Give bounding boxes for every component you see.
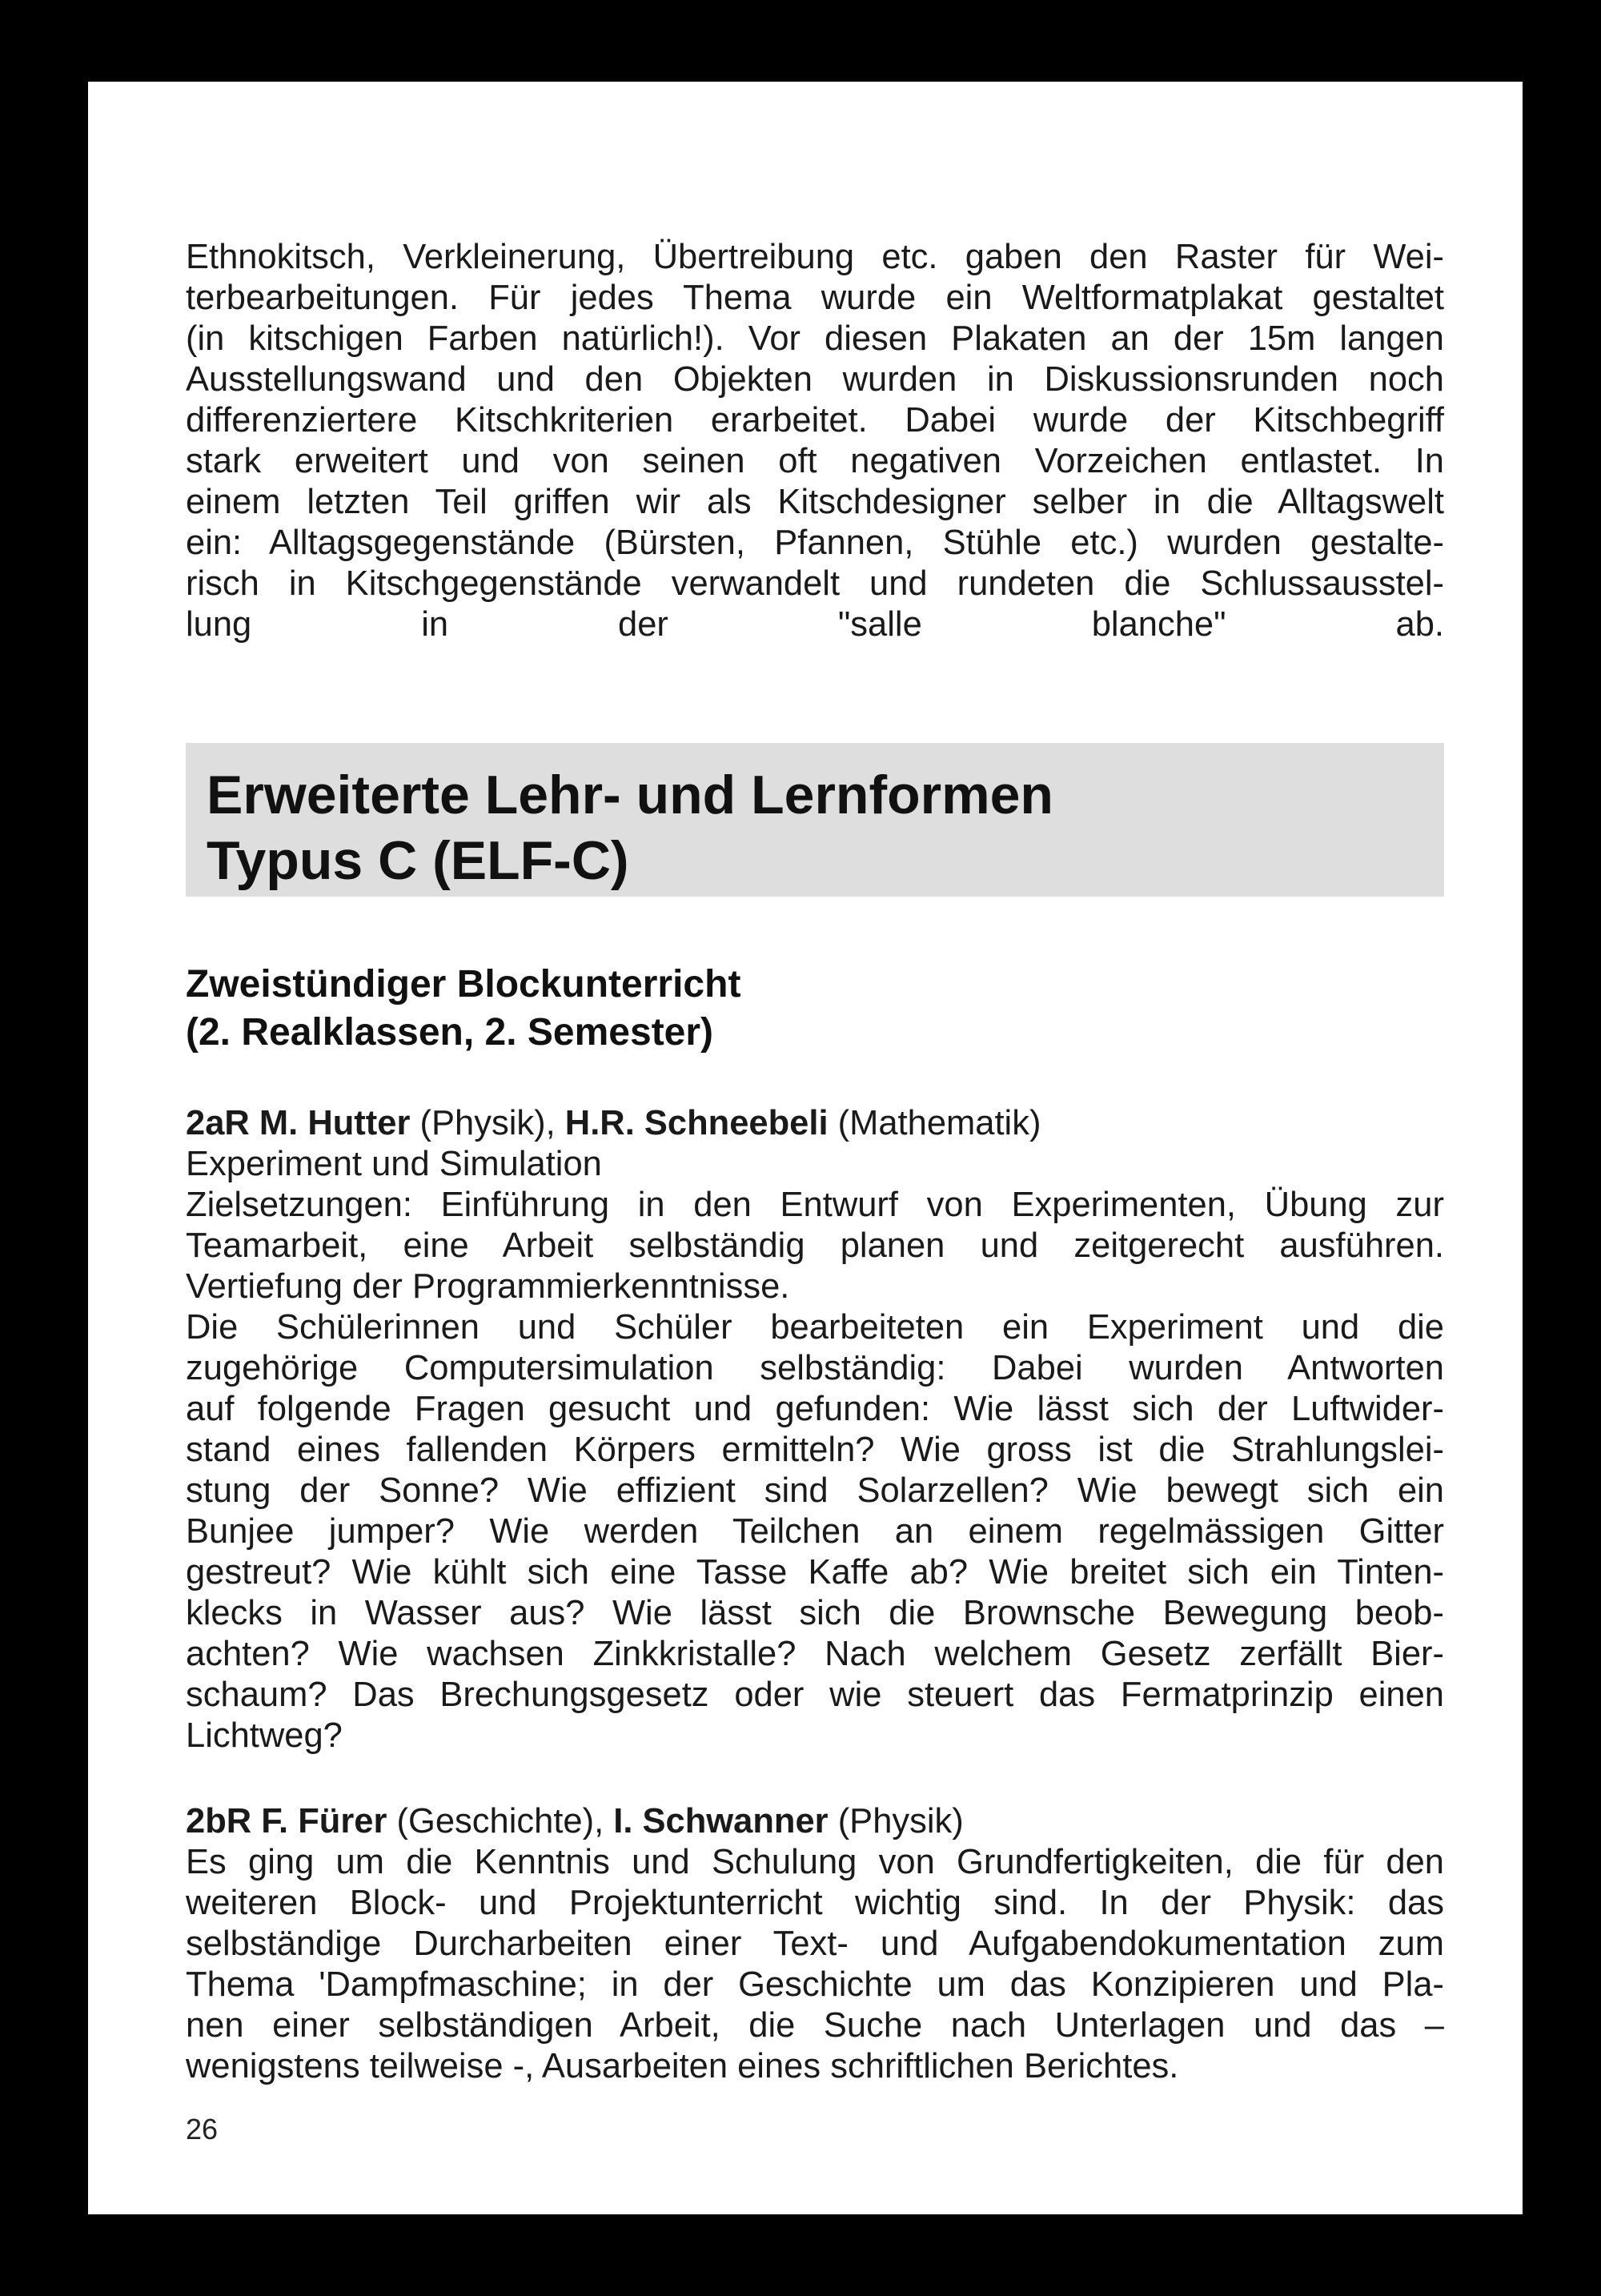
entry-line: auf folgende Fragen gesucht und gefunden: Wie lässt sich der Luftwider- — [186, 1390, 1444, 1428]
intro-line: differenziertere Kitschkriterien erarbeitet. Dabei wurde der Kitschbegriff — [186, 401, 1444, 440]
subject: (Geschichte), — [396, 1802, 604, 1840]
intro-line: ein: Alltagsgegenstände (Bürsten, Pfannen, Stühle etc.) wurden gestalte- — [186, 524, 1444, 562]
teacher-name: H.R. Schneebeli — [564, 1104, 829, 1142]
sub-heading-line1: Zweistündiger Blockunterricht — [186, 963, 741, 1006]
entry-2aR — [186, 1103, 1444, 1756]
section-heading — [186, 743, 1444, 897]
entry-line: Es ging um die Kenntnis und Schulung von Grundfertigkeiten, die für den — [186, 1843, 1444, 1881]
intro-line: stark erweitert und von seinen oft negativen Vorzeichen entlastet. In — [186, 442, 1444, 480]
teacher-name: I. Schwanner — [613, 1802, 829, 1840]
entry-line: stung der Sonne? Wie effizient sind Solarzellen? Wie bewegt sich ein — [186, 1471, 1444, 1510]
entry-line: Lichtweg? — [186, 1716, 343, 1755]
intro-line: (in kitschigen Farben natürlich!). Vor diesen Plakaten an der 15m langen — [186, 319, 1444, 358]
entry-line: weiteren Block- und Projektunterricht wichtig sind. In der Physik: das — [186, 1884, 1444, 1922]
entry-line: Die Schülerinnen und Schüler bearbeiteten ein Experiment und die — [186, 1308, 1444, 1347]
entry-line: achten? Wie wachsen Zinkkristalle? Nach welchem Gesetz zerfällt Bier- — [186, 1635, 1444, 1673]
sub-heading — [186, 961, 1444, 1057]
intro-line: lung in der "salle blanche" ab. — [186, 605, 1444, 644]
entry-line: Vertiefung der Programmierkenntnisse. — [186, 1267, 790, 1306]
entry-title — [186, 1103, 1444, 1144]
entry-line: Bunjee jumper? Wie werden Teilchen an einem regelmässigen Gitter — [186, 1512, 1444, 1551]
intro-line: terbearbeitungen. Für jedes Thema wurde ein Weltformatplakat gestaltet — [186, 279, 1444, 317]
entry-line: Teamarbeit, eine Arbeit selbständig planen und zeitgerecht ausführen. — [186, 1226, 1444, 1265]
subject: (Physik) — [837, 1802, 964, 1840]
page-number: 26 — [186, 2113, 219, 2145]
section-heading-line2: Typus C (ELF-C) — [207, 830, 629, 891]
entry-line: klecks in Wasser aus? Wie lässt sich die Brownsche Bewegung beob- — [186, 1594, 1444, 1632]
entry-line: wenigstens teilweise -, Ausarbeiten eines schriftlichen Berichtes. — [186, 2047, 1179, 2085]
entry-line: schaum? Das Brechungsgesetz oder wie steuert das Fermatprinzip einen — [186, 1676, 1444, 1714]
intro-line: Ausstellungswand und den Objekten wurden in Diskussionsrunden noch — [186, 360, 1444, 399]
intro-line: risch in Kitschgegenstände verwandelt und rundeten die Schlussausstel- — [186, 564, 1444, 603]
intro-line: Ethnokitsch, Verkleinerung, Übertreibung etc. gaben den Raster für Wei- — [186, 238, 1444, 276]
class-code: 2bR — [186, 1802, 252, 1840]
entry-2bR — [186, 1801, 1444, 2087]
subject: (Physik), — [419, 1104, 556, 1142]
entry-line: selbständige Durcharbeiten einer Text- und Aufgabendokumentation zum — [186, 1925, 1444, 1963]
entry-line: gestreut? Wie kühlt sich eine Tasse Kaffe ab? Wie breitet sich ein Tinten- — [186, 1553, 1444, 1592]
class-code: 2aR — [186, 1104, 250, 1142]
sub-heading-line2: (2. Realklassen, 2. Semester) — [186, 1011, 714, 1054]
entry-line: stand eines fallenden Körpers ermitteln? Wie gross ist die Strahlungslei- — [186, 1431, 1444, 1469]
section-heading-line1: Erweiterte Lehr- und Lernformen — [207, 765, 1053, 825]
teacher-name: F. Fürer — [261, 1802, 387, 1840]
intro-line: einem letzten Teil griffen wir als Kitschdesigner selber in die Alltagswelt — [186, 483, 1444, 521]
entry-line: nen einer selbständigen Arbeit, die Suche nach Unterlagen und das – — [186, 2006, 1444, 2045]
entry-line: Experiment und Simulation — [186, 1145, 602, 1183]
teacher-name: M. Hutter — [259, 1104, 411, 1142]
entry-line: Zielsetzungen: Einführung in den Entwurf von Experimenten, Übung zur — [186, 1186, 1444, 1224]
intro-paragraph — [186, 237, 1444, 645]
entry-line: zugehörige Computersimulation selbständig: Dabei wurden Antworten — [186, 1349, 1444, 1387]
entry-line: Thema 'Dampfmaschine; in der Geschichte um das Konzipieren und Pla- — [186, 1965, 1444, 2004]
subject: (Mathematik) — [837, 1104, 1041, 1142]
entry-title — [186, 1801, 1444, 1842]
